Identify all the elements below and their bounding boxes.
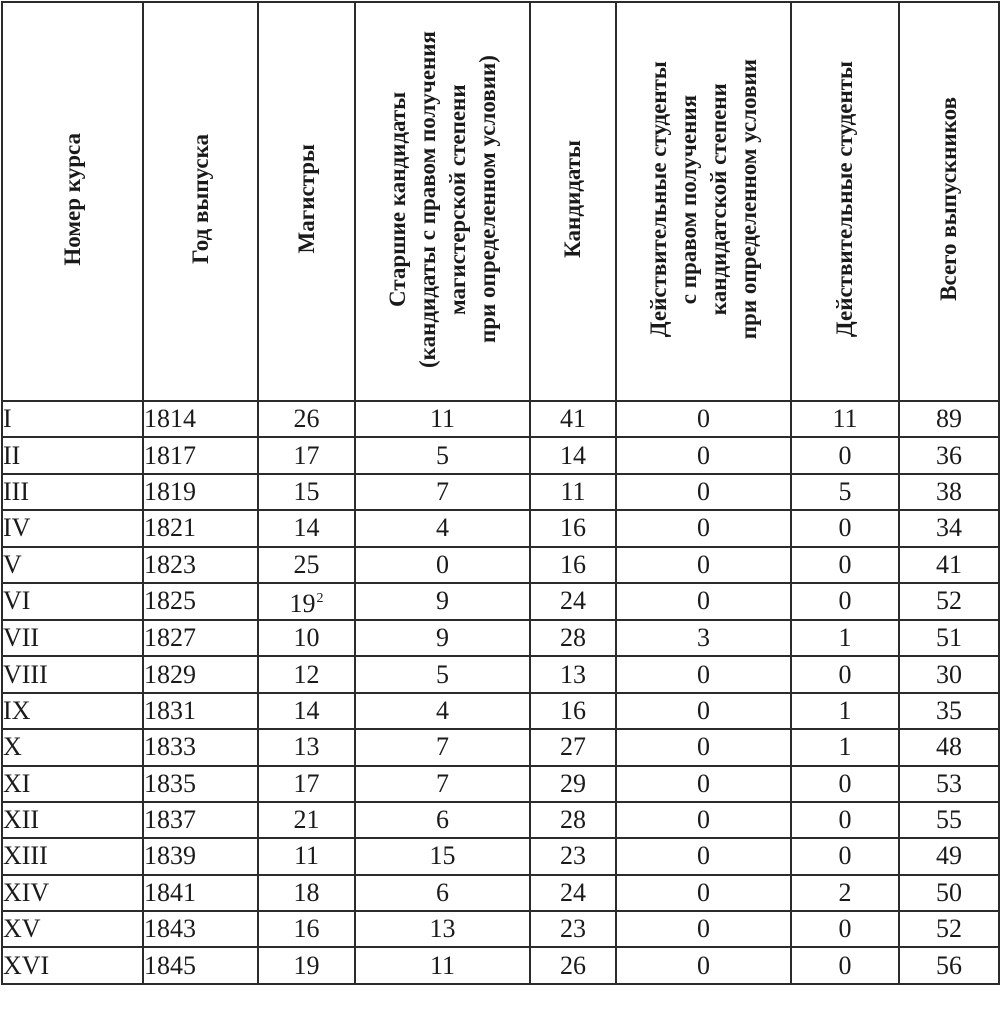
cell-students: 1 (791, 693, 899, 729)
cell-candidates: 16 (530, 547, 616, 583)
cell-course-number: XII (2, 802, 143, 838)
cell-senior-candidates: 0 (355, 547, 530, 583)
cell-masters: 18 (258, 875, 355, 911)
cell-senior-candidates: 7 (355, 729, 530, 765)
cell-conditional-students: 0 (616, 875, 791, 911)
table-row (2, 437, 999, 473)
cell-graduation-year: 1819 (143, 474, 258, 510)
cell-masters: 16 (258, 911, 355, 947)
cell-total-graduates: 52 (899, 911, 999, 947)
cell-candidates: 16 (530, 693, 616, 729)
cell-graduation-year: 1841 (143, 875, 258, 911)
cell-course-number: XIII (2, 838, 143, 874)
cell-graduation-year: 1837 (143, 802, 258, 838)
cell-senior-candidates: 7 (355, 474, 530, 510)
cell-course-number: III (2, 474, 143, 510)
table-row (2, 693, 999, 729)
cell-course-number: XV (2, 911, 143, 947)
table-row (2, 838, 999, 874)
cell-students: 0 (791, 656, 899, 692)
cell-course-number: XIV (2, 875, 143, 911)
header-total-graduates: Всего выпускников (899, 2, 999, 401)
cell-course-number: II (2, 437, 143, 473)
cell-course-number: IX (2, 693, 143, 729)
cell-students: 1 (791, 729, 899, 765)
header-students: Действительные студенты (791, 2, 899, 401)
cell-conditional-students: 0 (616, 510, 791, 546)
table-row (2, 875, 999, 911)
cell-total-graduates: 49 (899, 838, 999, 874)
cell-masters: 14 (258, 693, 355, 729)
table-row (2, 583, 999, 620)
cell-candidates: 27 (530, 729, 616, 765)
cell-graduation-year: 1843 (143, 911, 258, 947)
cell-senior-candidates: 4 (355, 510, 530, 546)
cell-candidates: 11 (530, 474, 616, 510)
cell-total-graduates: 53 (899, 766, 999, 802)
cell-total-graduates: 51 (899, 620, 999, 656)
cell-course-number: IV (2, 510, 143, 546)
cell-conditional-students: 0 (616, 729, 791, 765)
cell-course-number: VII (2, 620, 143, 656)
table-body (2, 401, 999, 984)
table-row (2, 802, 999, 838)
cell-conditional-students: 0 (616, 656, 791, 692)
cell-masters: 17 (258, 437, 355, 473)
cell-senior-candidates: 9 (355, 620, 530, 656)
cell-conditional-students: 0 (616, 693, 791, 729)
cell-graduation-year: 1825 (143, 583, 258, 620)
cell-total-graduates: 89 (899, 401, 999, 437)
cell-masters: 12 (258, 656, 355, 692)
cell-students: 0 (791, 583, 899, 620)
header-course-number: Номер курса (2, 2, 143, 401)
header-conditional-students: Действительные студенты с правом получения кандидатской степени при определенном условии (616, 2, 791, 401)
cell-candidates: 41 (530, 401, 616, 437)
cell-candidates: 14 (530, 437, 616, 473)
cell-total-graduates: 52 (899, 583, 999, 620)
table-row (2, 656, 999, 692)
cell-course-number: XVI (2, 947, 143, 983)
cell-graduation-year: 1839 (143, 838, 258, 874)
cell-total-graduates: 41 (899, 547, 999, 583)
cell-students: 5 (791, 474, 899, 510)
cell-candidates: 29 (530, 766, 616, 802)
cell-candidates: 23 (530, 911, 616, 947)
table-row (2, 510, 999, 546)
cell-graduation-year: 1827 (143, 620, 258, 656)
cell-conditional-students: 0 (616, 547, 791, 583)
cell-conditional-students: 0 (616, 947, 791, 983)
cell-students: 0 (791, 947, 899, 983)
cell-students: 0 (791, 911, 899, 947)
cell-course-number: VI (2, 583, 143, 620)
cell-candidates: 13 (530, 656, 616, 692)
graduates-table (1, 1, 1000, 985)
table-row (2, 947, 999, 983)
cell-graduation-year: 1821 (143, 510, 258, 546)
cell-masters: 17 (258, 766, 355, 802)
cell-senior-candidates: 7 (355, 766, 530, 802)
cell-conditional-students: 3 (616, 620, 791, 656)
table-row (2, 474, 999, 510)
cell-students: 2 (791, 875, 899, 911)
cell-masters: 19 (258, 947, 355, 983)
header-graduation-year: Год выпуска (143, 2, 258, 401)
table-row (2, 620, 999, 656)
cell-students: 0 (791, 437, 899, 473)
cell-masters: 10 (258, 620, 355, 656)
cell-total-graduates: 50 (899, 875, 999, 911)
cell-students: 0 (791, 802, 899, 838)
cell-senior-candidates: 5 (355, 656, 530, 692)
cell-course-number: I (2, 401, 143, 437)
cell-students: 1 (791, 620, 899, 656)
cell-graduation-year: 1829 (143, 656, 258, 692)
cell-masters: 26 (258, 401, 355, 437)
cell-course-number: V (2, 547, 143, 583)
cell-total-graduates: 34 (899, 510, 999, 546)
cell-graduation-year: 1845 (143, 947, 258, 983)
cell-students: 0 (791, 766, 899, 802)
cell-senior-candidates: 15 (355, 838, 530, 874)
cell-course-number: X (2, 729, 143, 765)
cell-senior-candidates: 11 (355, 401, 530, 437)
cell-total-graduates: 55 (899, 802, 999, 838)
cell-students: 0 (791, 510, 899, 546)
cell-candidates: 26 (530, 947, 616, 983)
cell-masters: 11 (258, 838, 355, 874)
cell-senior-candidates: 9 (355, 583, 530, 620)
cell-graduation-year: 1835 (143, 766, 258, 802)
cell-course-number: VIII (2, 656, 143, 692)
cell-masters: 13 (258, 729, 355, 765)
cell-conditional-students: 0 (616, 437, 791, 473)
cell-masters: 21 (258, 802, 355, 838)
cell-total-graduates: 48 (899, 729, 999, 765)
cell-students: 0 (791, 547, 899, 583)
cell-masters: 19$^2$ (258, 583, 355, 620)
cell-candidates: 24 (530, 875, 616, 911)
cell-course-number: XI (2, 766, 143, 802)
cell-graduation-year: 1814 (143, 401, 258, 437)
cell-students: 0 (791, 838, 899, 874)
cell-senior-candidates: 5 (355, 437, 530, 473)
table-row (2, 401, 999, 437)
cell-conditional-students: 0 (616, 583, 791, 620)
table-row (2, 766, 999, 802)
cell-masters: 15 (258, 474, 355, 510)
header-row (2, 2, 999, 401)
cell-senior-candidates: 4 (355, 693, 530, 729)
cell-senior-candidates: 6 (355, 875, 530, 911)
header-masters: Магистры (258, 2, 355, 401)
cell-candidates: 28 (530, 620, 616, 656)
cell-total-graduates: 38 (899, 474, 999, 510)
header-senior-candidates: Старшие кандидаты (кандидаты с правом получения магистерской степени при определенном условии) (355, 2, 530, 401)
cell-conditional-students: 0 (616, 401, 791, 437)
cell-graduation-year: 1817 (143, 437, 258, 473)
cell-total-graduates: 30 (899, 656, 999, 692)
cell-conditional-students: 0 (616, 766, 791, 802)
cell-senior-candidates: 11 (355, 947, 530, 983)
table-row (2, 911, 999, 947)
cell-total-graduates: 56 (899, 947, 999, 983)
footnote-marker: 2 (316, 590, 324, 606)
cell-candidates: 23 (530, 838, 616, 874)
cell-conditional-students: 0 (616, 838, 791, 874)
cell-candidates: 24 (530, 583, 616, 620)
cell-conditional-students: 0 (616, 911, 791, 947)
cell-conditional-students: 0 (616, 474, 791, 510)
cell-masters: 25 (258, 547, 355, 583)
cell-senior-candidates: 6 (355, 802, 530, 838)
cell-total-graduates: 35 (899, 693, 999, 729)
cell-total-graduates: 36 (899, 437, 999, 473)
table-row (2, 547, 999, 583)
cell-candidates: 28 (530, 802, 616, 838)
cell-graduation-year: 1831 (143, 693, 258, 729)
cell-candidates: 16 (530, 510, 616, 546)
cell-senior-candidates: 13 (355, 911, 530, 947)
cell-graduation-year: 1833 (143, 729, 258, 765)
cell-conditional-students: 0 (616, 802, 791, 838)
cell-students: 11 (791, 401, 899, 437)
header-candidates: Кандидаты (530, 2, 616, 401)
cell-graduation-year: 1823 (143, 547, 258, 583)
table-row (2, 729, 999, 765)
cell-masters: 14 (258, 510, 355, 546)
